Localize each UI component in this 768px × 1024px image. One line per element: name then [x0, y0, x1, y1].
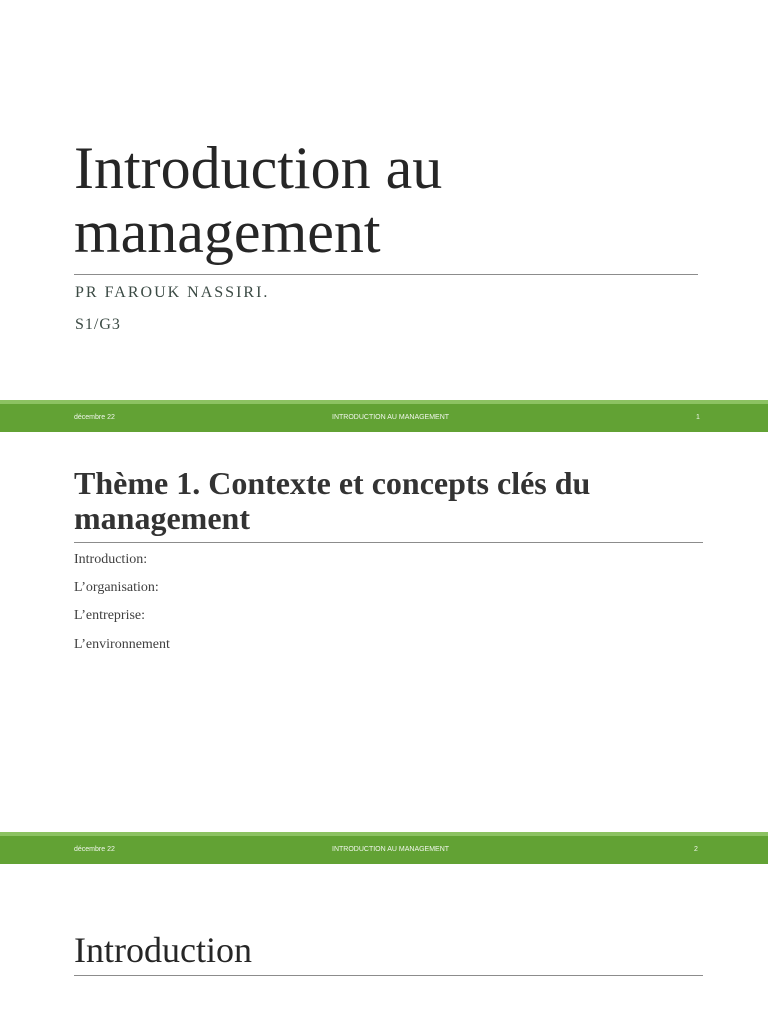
list-item: L’organisation:: [74, 580, 159, 595]
list-item: L’entreprise:: [74, 608, 146, 623]
list-item: Introduction:: [74, 552, 148, 567]
footer-date: décembre 22: [74, 846, 115, 853]
footer-date: décembre 22: [74, 414, 115, 421]
footer-page-number: 2: [694, 846, 698, 853]
slide-2-footer-band: [0, 832, 768, 864]
slide-3-title-divider: [74, 975, 703, 976]
slide-1-title: Introduction au management: [74, 135, 443, 265]
slide-1-title-divider: [74, 274, 698, 275]
slide-1: [0, 0, 768, 400]
slide-1-group: S1/G3: [75, 316, 121, 333]
list-item: L’environnement: [74, 637, 170, 652]
footer-page-number: 1: [696, 414, 700, 421]
footer-title: INTRODUCTION AU MANAGEMENT: [332, 846, 450, 853]
slide-1-author: PR FAROUK NASSIRI.: [75, 284, 270, 301]
slide-2-title: Thème 1. Contexte et concepts clés du management: [74, 465, 591, 536]
slide-3-title: Introduction: [74, 930, 252, 970]
slide-1-footer-band: [0, 400, 768, 432]
footer-title: INTRODUCTION AU MANAGEMENT: [332, 414, 450, 421]
slide-2-title-divider: [74, 542, 703, 543]
